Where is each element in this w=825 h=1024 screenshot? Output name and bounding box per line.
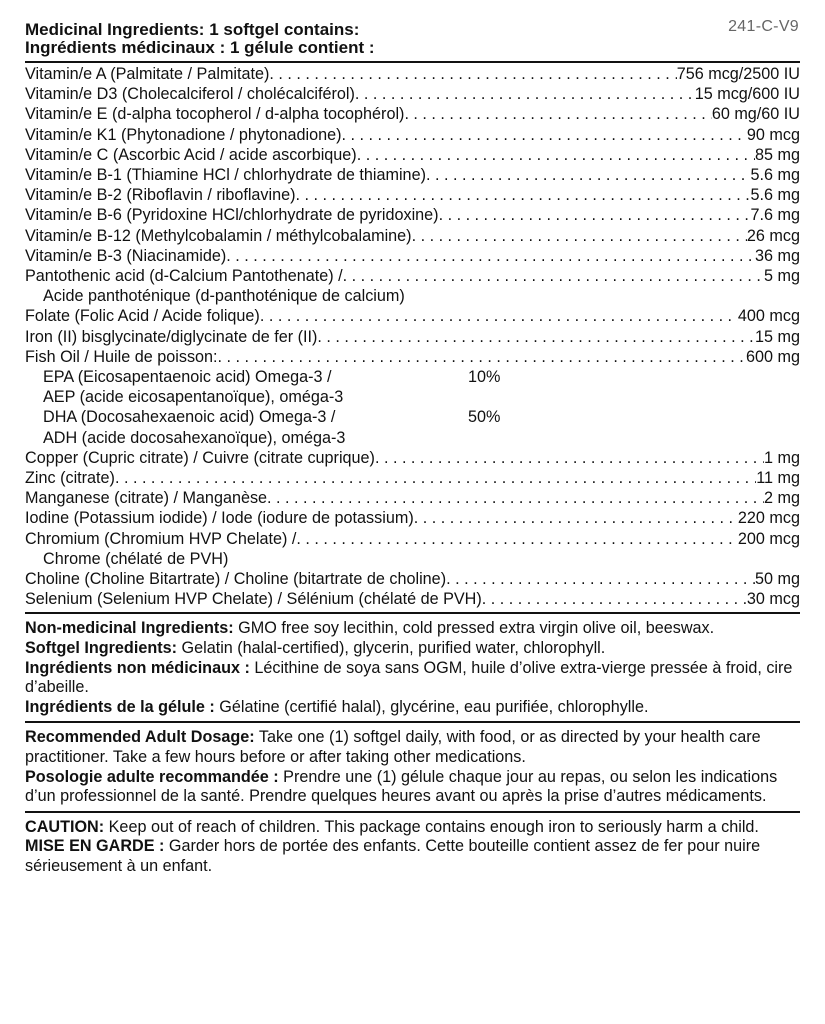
sub-ingredient-name: EPA (Eicosapentaenoic acid) Omega-3 / [43,368,332,387]
sub-ingredient-name: DHA (Docosahexaenoic acid) Omega-3 / [43,408,336,427]
ingredient-amount: 90 mcg [746,125,800,144]
ingredient-amount: 11 mg [756,469,800,488]
ingredient-row [25,104,800,124]
ingredient-row [25,508,800,528]
non-medicinal-section [25,614,800,721]
dot-leader [317,327,755,347]
ingredient-row [25,448,800,468]
ingredient-row [25,205,800,225]
ingredient-row [25,266,800,286]
dosage-fr [25,768,800,807]
sub-ingredient-french: AEP (acide eicosapentanoïque), oméga-3 [43,388,344,407]
dot-leader [267,488,764,508]
label: Ingrédients de la gélule : [25,697,215,716]
ingredient-amount: 60 mg/60 IU [711,105,800,124]
ingredient-amount: 5 mg [764,267,800,286]
ingredient-amount: 1 mg [764,448,800,467]
ingredient-name: Vitamin/e B-3 (Niacinamide) [25,246,227,265]
label: MISE EN GARDE : [25,837,165,856]
dot-leader [355,84,695,104]
text: Lécithine de soya sans OGM, huile d’olive extra-vierge pressée à froid, cire d’abeille. [25,658,793,697]
dot-leader [226,246,755,266]
ingredient-amount: 50 mg [755,570,800,589]
ingredient-row [25,246,800,266]
caution-fr [25,837,800,876]
ingredient-continuation: Acide panthoténique (d-panthoténique de calcium) [43,287,405,306]
ingredient-amount: 400 mcg [737,307,800,326]
dot-leader [218,347,746,367]
ingredient-row [25,468,800,488]
ingredient-amount: 15 mcg/600 IU [694,85,800,104]
ingredient-row [25,327,800,347]
ingredient-list [25,64,800,609]
softgel-fr [25,698,800,718]
label: Posologie adulte recommandée : [25,767,279,786]
ingredient-amount: 15 mg [755,327,800,346]
dot-leader [341,125,746,145]
text: Gelatin (halal-certified), glycerin, purified water, chlorophyll. [177,639,606,658]
ingredient-row [25,569,800,589]
dot-leader [260,306,738,326]
dot-leader [296,529,738,549]
ingredient-name: Iodine (Potassium iodide) / Iode (iodure de potassium) [25,509,414,528]
ingredient-name: Vitamin/e B-1 (Thiamine HCl / chlorhydrate de thiamine) [25,166,426,185]
dot-leader [439,205,751,225]
heading-divider [25,61,800,63]
ingredient-name: Vitamin/e C (Ascorbic Acid / acide ascorbique) [25,145,357,164]
ingredient-amount: 26 mcg [746,226,800,245]
ingredient-name: Pantothenic acid (d-Calcium Pantothenate) / [25,267,343,286]
dot-leader [414,508,738,528]
ingredient-name: Fish Oil / Huile de poisson: [25,347,218,366]
dot-leader [482,589,747,609]
ingredient-row [25,347,800,367]
text: Keep out of reach of children. This package contains enough iron to seriously harm a child. [104,817,759,836]
ingredient-row [25,488,800,508]
ingredient-continuation: Chrome (chélaté de PVH) [43,549,229,568]
sub-ingredient-percent: 50% [468,408,501,427]
heading-en: Medicinal Ingredients: 1 softgel contains: [25,20,360,39]
ingredient-name: Choline (Choline Bitartrate) / Choline (bitartrate de choline) [25,570,447,589]
ingredient-name: Vitamin/e K1 (Phytonadione / phytonadione) [25,125,342,144]
ingredient-amount: 5.6 mg [750,186,800,205]
label: Non-medicinal Ingredients: [25,619,234,638]
label: CAUTION: [25,817,105,836]
ingredient-amount: 85 mg [755,145,800,164]
ingredient-name: Vitamin/e B-6 (Pyridoxine HCl/chlorhydrate de pyridoxine) [25,206,439,225]
softgel-en [25,639,800,659]
ingredient-amount: 756 mcg/2500 IU [676,65,800,83]
ingredient-row [25,589,800,609]
dot-leader [296,185,751,205]
dot-leader [269,64,676,84]
supplement-facts-panel [25,14,800,881]
dot-leader [115,468,756,488]
ingredient-row [25,84,800,104]
non-medicinal-fr [25,659,800,698]
medicinal-ingredients-heading [25,21,800,57]
dot-leader [426,165,751,185]
dosage-section [25,723,800,810]
text: GMO free soy lecithin, cold pressed extra virgin olive oil, beeswax. [233,619,715,638]
dot-leader [343,266,764,286]
ingredient-name: Manganese (citrate) / Manganèse [25,489,268,508]
ingredient-name: Zinc (citrate) [25,469,115,488]
dot-leader [446,569,755,589]
ingredient-amount: 5.6 mg [750,166,800,185]
product-code: 241-C-V9 [728,18,799,35]
dot-leader [357,145,755,165]
ingredient-name: Chromium (Chromium HVP Chelate) / [25,529,297,548]
ingredient-name: Vitamin/e D3 (Cholecalciferol / cholécalciférol) [25,85,355,104]
fish-oil-sub-ingredient [25,367,800,387]
fish-oil-sub-ingredient [25,407,800,427]
ingredient-row [25,306,800,326]
ingredient-name: Vitamin/e B-12 (Methylcobalamin / méthylcobalamine) [25,226,412,245]
ingredient-amount: 7.6 mg [750,206,800,225]
non-medicinal-en [25,619,800,639]
ingredient-amount: 30 mcg [746,590,800,609]
dosage-en [25,728,800,767]
label: Recommended Adult Dosage: [25,728,255,747]
ingredient-amount: 200 mcg [737,529,800,548]
label: Ingrédients non médicinaux : [25,658,250,677]
ingredient-row [25,145,800,165]
ingredient-name: Iron (II) bisglycinate/diglycinate de fer (II) [25,327,318,346]
ingredient-row [25,64,800,84]
text: Prendre une (1) gélule chaque jour au repas, ou selon les indications d’un professionnel de la santé. Prendre quelques heures avant ou après la prise d’autres médicaments. [25,767,778,806]
text: Garder hors de portée des enfants. Cette bouteille contient assez de fer pour nuire sérieusement à un enfant. [25,837,761,876]
ingredient-amount: 600 mg [746,347,800,366]
heading-fr: Ingrédients médicinaux : 1 gélule contient : [25,38,375,57]
ingredient-row [25,529,800,549]
ingredient-amount: 36 mg [755,246,800,265]
ingredient-amount: 2 mg [764,489,800,508]
ingredient-row [25,226,800,246]
ingredient-name: Folate (Folic Acid / Acide folique) [25,307,260,326]
ingredient-row [25,125,800,145]
dot-leader [412,226,747,246]
ingredient-name: Vitamin/e B-2 (Riboflavin / riboflavine) [25,186,296,205]
text: Gélatine (certifié halal), glycérine, eau purifiée, chlorophylle. [214,697,649,716]
dot-leader [375,448,764,468]
ingredient-name: Copper (Cupric citrate) / Cuivre (citrate cuprique) [25,448,375,467]
caution-en [25,818,800,838]
ingredient-name: Vitamin/e A (Palmitate / Palmitate) [25,65,270,83]
text: Take one (1) softgel daily, with food, or as directed by your health care practitioner. Take a few hours before or after taking other medications. [25,728,761,767]
ingredient-row [25,185,800,205]
sub-ingredient-percent: 10% [468,368,501,387]
ingredient-name: Vitamin/e E (d-alpha tocopherol / d-alpha tocophérol) [25,105,405,124]
caution-section [25,813,800,881]
ingredient-name: Selenium (Selenium HVP Chelate) / Sélénium (chélaté de PVH) [25,590,482,609]
sub-ingredient-french: ADH (acide docosahexanoïque), oméga-3 [43,428,346,447]
dot-leader [404,104,711,124]
label: Softgel Ingredients: [25,639,177,658]
ingredient-row [25,165,800,185]
ingredient-amount: 220 mcg [737,509,800,528]
